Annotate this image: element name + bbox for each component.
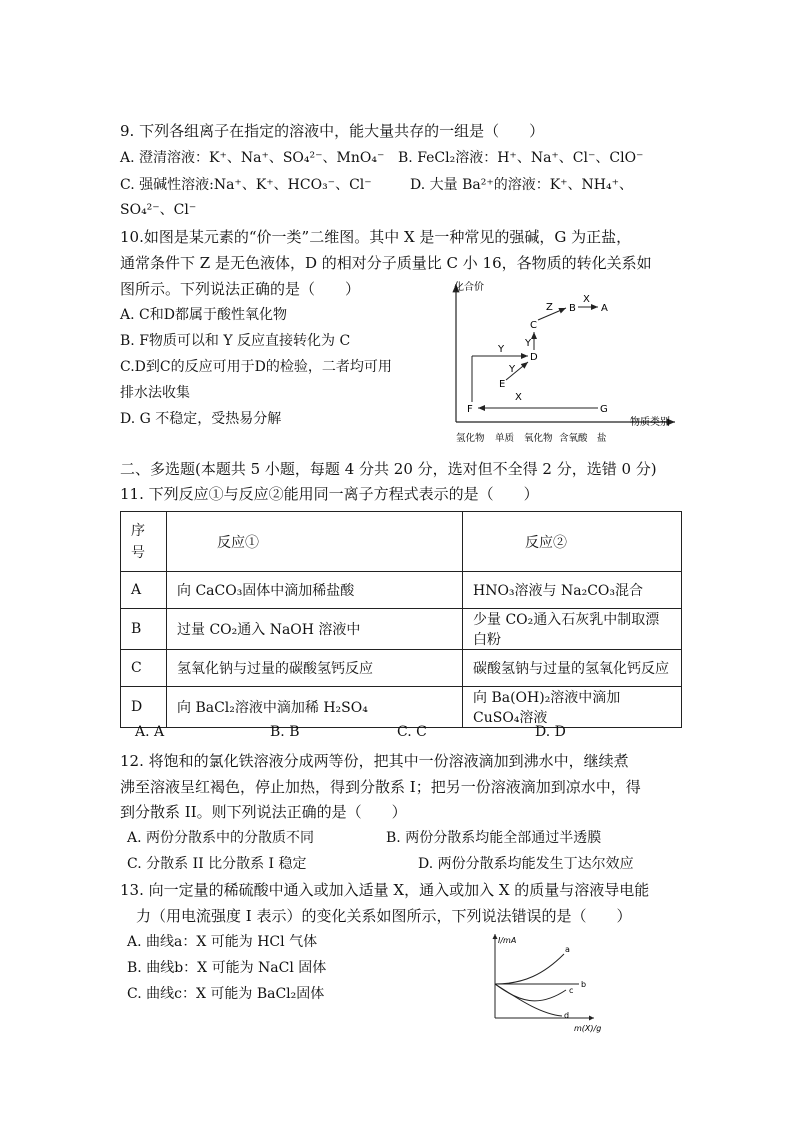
edge-label-y-2: Y [509,364,516,375]
edge-label-y-3: Y [525,338,532,349]
row-b-reaction-1: 过量 CO₂通入 NaOH 溶液中 [167,609,463,650]
q10-stem-1: 10.如图是某元素的“价一类”二维图。其中 X 是一种常见的强碱，G 为正盐， [120,228,632,246]
row-a-index: A [121,572,167,609]
row-d-index: D [121,687,167,728]
edge-label-y-1: Y [498,344,505,355]
row-c-reaction-2: 碳酸氢钠与过量的氢氧化钙反应 [463,650,682,687]
row-c-reaction-1: 氢氧化钠与过量的碳酸氢钙反应 [167,650,463,687]
q9-option-a: A. 澄清溶液：K⁺、Na⁺、SO₄²⁻、MnO₄⁻ [120,150,385,166]
q13-stem-1: 13. 向一定量的稀硫酸中通入或加入适量 X，通入或加入 X 的质量与溶液导电能 [120,881,650,899]
q9-option-c: C. 强碱性溶液:Na⁺、K⁺、HCO₃⁻、Cl⁻ [120,177,372,193]
q9-stem: 9. 下列各组离子在指定的溶液中，能大量共存的一组是（ ） [120,122,545,140]
row-b-index: B [121,609,167,650]
q11-choice-c: C. C [397,724,427,740]
valence-class-diagram [440,276,690,448]
curve-c [495,984,566,1001]
q10-option-a: A. C和D都属于酸性氧化物 [120,307,287,323]
row-a-reaction-2: HNO₃溶液与 Na₂CO₃混合 [463,572,682,609]
q10-option-d: D. G 不稳定，受热易分解 [120,411,282,427]
q12-option-a: A. 两份分散系中的分散质不同 [127,830,315,846]
table-row [121,572,682,609]
node-a: A [601,303,608,314]
q13-option-a: A. 曲线a：X 可能为 HCl 气体 [127,934,318,950]
q10-option-b: B. F物质可以和 Y 反应直接转化为 C [120,333,351,349]
header-reaction-2: 反应② [463,512,682,572]
q9-option-d-cont: SO₄²⁻、Cl⁻ [120,202,197,218]
node-e: E [499,379,506,390]
graph-x-label: m(X)/g [574,1024,602,1033]
q11-choice-a: A. A [135,724,165,740]
curve-a [495,954,564,984]
curve-label-d: d [564,1011,570,1020]
edge-label-x-1: X [515,392,522,403]
q12-option-d: D. 两份分散系均能发生丁达尔效应 [418,856,634,872]
conductivity-graph [484,930,609,1034]
row-c-index: C [121,650,167,687]
q10-option-c: C.D到C的反应可用于D的检验，二者均可用 [120,359,392,375]
node-d: D [530,352,538,363]
q12-stem-3: 到分散系 II。则下列说法正确的是（ ） [120,803,407,821]
edge-label-z: Z [546,302,553,313]
category-hydride: 氢化物 [456,433,485,444]
diagram-y-label: 化合价 [454,282,484,293]
section-2-heading: 二、多选题(本题共 5 小题，每题 4 分共 20 分，选对但不全得 2 分，选错 0 分) [120,460,657,478]
edge-label-x-2: X [583,294,590,305]
q12-option-c: C. 分散系 II 比分散系 I 稳定 [127,856,307,872]
curve-label-a: a [565,945,570,954]
table-row [121,609,682,650]
node-g: G [600,404,608,415]
row-d-reaction-2: 向 Ba(OH)₂溶液中滴加 CuSO₄溶液 [463,687,682,728]
q12-stem-1: 12. 将饱和的氯化铁溶液分成两等份，把其中一份溶液滴加到沸水中，继续煮 [120,752,629,770]
table-row [121,650,682,687]
q12-stem-2: 沸至溶液呈红褐色，停止加热，得到分散系 I；把另一份溶液滴加到凉水中，得 [120,778,641,796]
q11-stem: 11. 下列反应①与反应②能用同一离子方程式表示的是（ ） [120,485,539,503]
q12-option-b: B. 两份分散系均能全部通过半透膜 [386,830,602,846]
q13-option-c: C. 曲线c：X 可能为 BaCl₂固体 [127,986,325,1002]
category-oxide: 氧化物 [524,433,553,444]
q10-stem-2: 通常条件下 Z 是无色液体，D 的相对分子质量比 C 小 16，各物质的转化关系如 [120,254,652,272]
q9-option-d: D. 大量 Ba²⁺的溶液：K⁺、NH₄⁺、 [410,177,634,193]
curve-label-c: c [569,986,574,995]
row-b-reaction-2: 少量 CO₂通入石灰乳中制取漂白粉 [463,609,682,650]
q11-choice-d: D. D [535,724,566,740]
category-element: 单质 [495,433,515,444]
row-a-reaction-1: 向 CaCO₃固体中滴加稀盐酸 [167,572,463,609]
graph-y-label: I/mA [498,936,517,945]
reaction-table [120,511,682,728]
q10-option-c-cont: 排水法收集 [120,385,190,401]
q13-stem-2: 力（用电流强度 I 表示）的变化关系如图所示，下列说法错误的是（ ） [136,907,632,925]
header-reaction-1: 反应① [167,512,463,572]
q13-option-b: B. 曲线b：X 可能为 NaCl 固体 [127,960,327,976]
category-oxyacid: 含氧酸 [559,433,588,444]
q11-choice-b: B. B [270,724,300,740]
node-b: B [569,303,576,314]
curve-label-b: b [581,980,587,989]
q10-stem-3: 图所示。下列说法正确的是（ ） [120,280,361,298]
table-header-row [121,512,682,572]
diagram-x-label: 物质类别 [630,417,670,428]
row-d-reaction-1: 向 BaCl₂溶液中滴加稀 H₂SO₄ [167,687,463,728]
q9-option-b: B. FeCl₂溶液：H⁺、Na⁺、Cl⁻、ClO⁻ [398,150,644,166]
header-index: 序号 [121,512,167,572]
category-salt: 盐 [597,433,607,444]
node-f: F [467,404,473,415]
node-c: C [530,320,537,331]
